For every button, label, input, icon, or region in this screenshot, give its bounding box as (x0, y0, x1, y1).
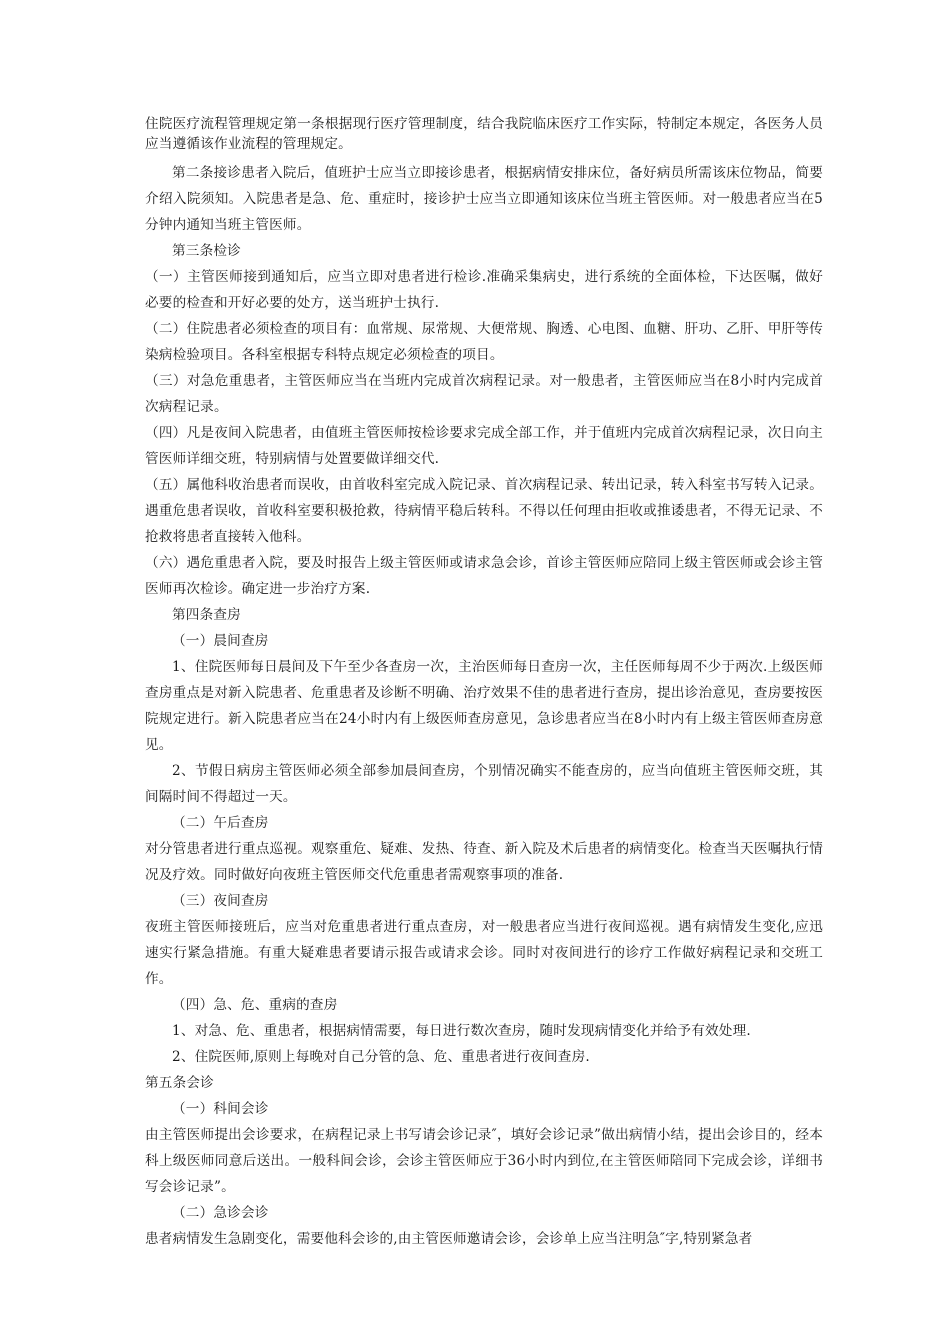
paragraph-3-4: （四）凡是夜间入院患者，由值班主管医师按检诊要求完成全部工作，并于值班内完成首次病程记录，次日向主管医师详细交班，特别病情与处置要做详细交代. (145, 425, 823, 467)
heading-article-5: 第五条会诊 (145, 1075, 214, 1091)
paragraph-4-2: 对分管患者进行重点巡视。观察重危、疑难、发热、待查、新入院及术后患者的病情变化。检查当天医嘱执行情况及疗效。同时做好向夜班主管医师交代危重患者需观察事项的准备. (145, 841, 823, 883)
subheading-emergency-consult: （二）急诊会诊 (172, 1205, 269, 1221)
paragraph-4-1-1: 1、住院医师每日晨间及下午至少各查房一次，主治医师每日查房一次，主任医师每周不少于两次.上级医师查房重点是对新入院患者、危重患者及诊断不明确、治疗效果不佳的患者进行查房，提出诊治意见，查房要按医院规定进行。新入院患者应当在24小时内有上级医师查房意见，急诊患者应当在8小时内有上级主管医师查房意见。 (145, 659, 823, 753)
paragraph-3-1: （一）主管医师接到通知后，应当立即对患者进行检诊.准确采集病史，进行系统的全面体检，下达医嘱，做好必要的检查和开好必要的处方，送当班护士执行. (145, 269, 823, 311)
subheading-interdept-consult: （一）科间会诊 (172, 1101, 269, 1117)
subheading-night-rounds: （三）夜间查房 (172, 893, 269, 909)
paragraph-3-5: （五）属他科收治患者而误收，由首收科室完成入院记录、首次病程记录、转出记录，转入科室书写转入记录。遇重危患者误收，首收科室要积极抢救，待病情平稳后转科。不得以任何理由拒收或推诿患者，不得无记录、不抢救将患者直接转入他科。 (145, 477, 823, 545)
paragraph-article-2: 第二条接诊患者入院后，值班护士应当立即接诊患者，根据病情安排床位，备好病员所需该床位物品，简要介绍入院须知。入院患者是急、危、重症时，接诊护士应当立即通知该床位当班主管医师。对一般患者应当在5分钟内通知当班主管医师。 (145, 165, 823, 233)
subheading-morning-rounds: （一）晨间查房 (172, 633, 269, 649)
paragraph-4-4-2: 2、住院医师,原则上每晚对自己分管的急、危、重患者进行夜间查房. (172, 1049, 590, 1065)
heading-article-4: 第四条查房 (172, 607, 241, 623)
paragraph-3-6: （六）遇危重患者入院，要及时报告上级主管医师或请求急会诊，首诊主管医师应陪同上级主管医师或会诊主管医师再次检诊。确定进一步治疗方案. (145, 555, 823, 597)
paragraph-3-2: （二）住院患者必须检查的项目有：血常规、尿常规、大便常规、胸透、心电图、血糖、肝功、乙肝、甲肝等传染病检验项目。各科室根据专科特点规定必须检查的项目。 (145, 321, 823, 363)
subheading-afternoon-rounds: （二）午后查房 (172, 815, 269, 831)
heading-article-3: 第三条检诊 (172, 243, 241, 259)
document-page (145, 114, 823, 1252)
paragraph-4-4-1: 1、对急、危、重患者，根据病情需要，每日进行数次查房，随时发现病情变化并给予有效处理. (172, 1023, 751, 1039)
subheading-critical-rounds: （四）急、危、重病的查房 (172, 997, 338, 1013)
paragraph-intro: 住院医疗流程管理规定第一条根据现行医疗管理制度，结合我院临床医疗工作实际，特制定本规定，各医务人员应当遵循该作业流程的管理规定。 (145, 116, 823, 152)
paragraph-4-3: 夜班主管医师接班后，应当对危重患者进行重点查房，对一般患者应当进行夜间巡视。遇有病情发生变化,应迅速实行紧急措施。有重大疑难患者要请示报告或请求会诊。同时对夜间进行的诊疗工作做好病程记录和交班工作。 (145, 919, 823, 987)
paragraph-3-3: （三）对急危重患者，主管医师应当在当班内完成首次病程记录。对一般患者，主管医师应当在8小时内完成首次病程记录。 (145, 373, 823, 415)
paragraph-5-1: 由主管医师提出会诊要求，在病程记录上书写请会诊记录″，填好会诊记录”做出病情小结，提出会诊目的，经本科上级医师同意后送出。一般科间会诊，会诊主管医师应于36小时内到位,在主管医师陪同下完成会诊，详细书写会诊记录”。 (145, 1127, 823, 1195)
paragraph-4-1-2: 2、节假日病房主管医师必须全部参加晨间查房，个别情况确实不能查房的，应当向值班主管医师交班，其间隔时间不得超过一天。 (145, 763, 823, 805)
paragraph-5-2: 患者病情发生急剧变化，需要他科会诊的,由主管医师邀请会诊，会诊单上应当注明急″字,特别紧急者 (145, 1231, 753, 1247)
